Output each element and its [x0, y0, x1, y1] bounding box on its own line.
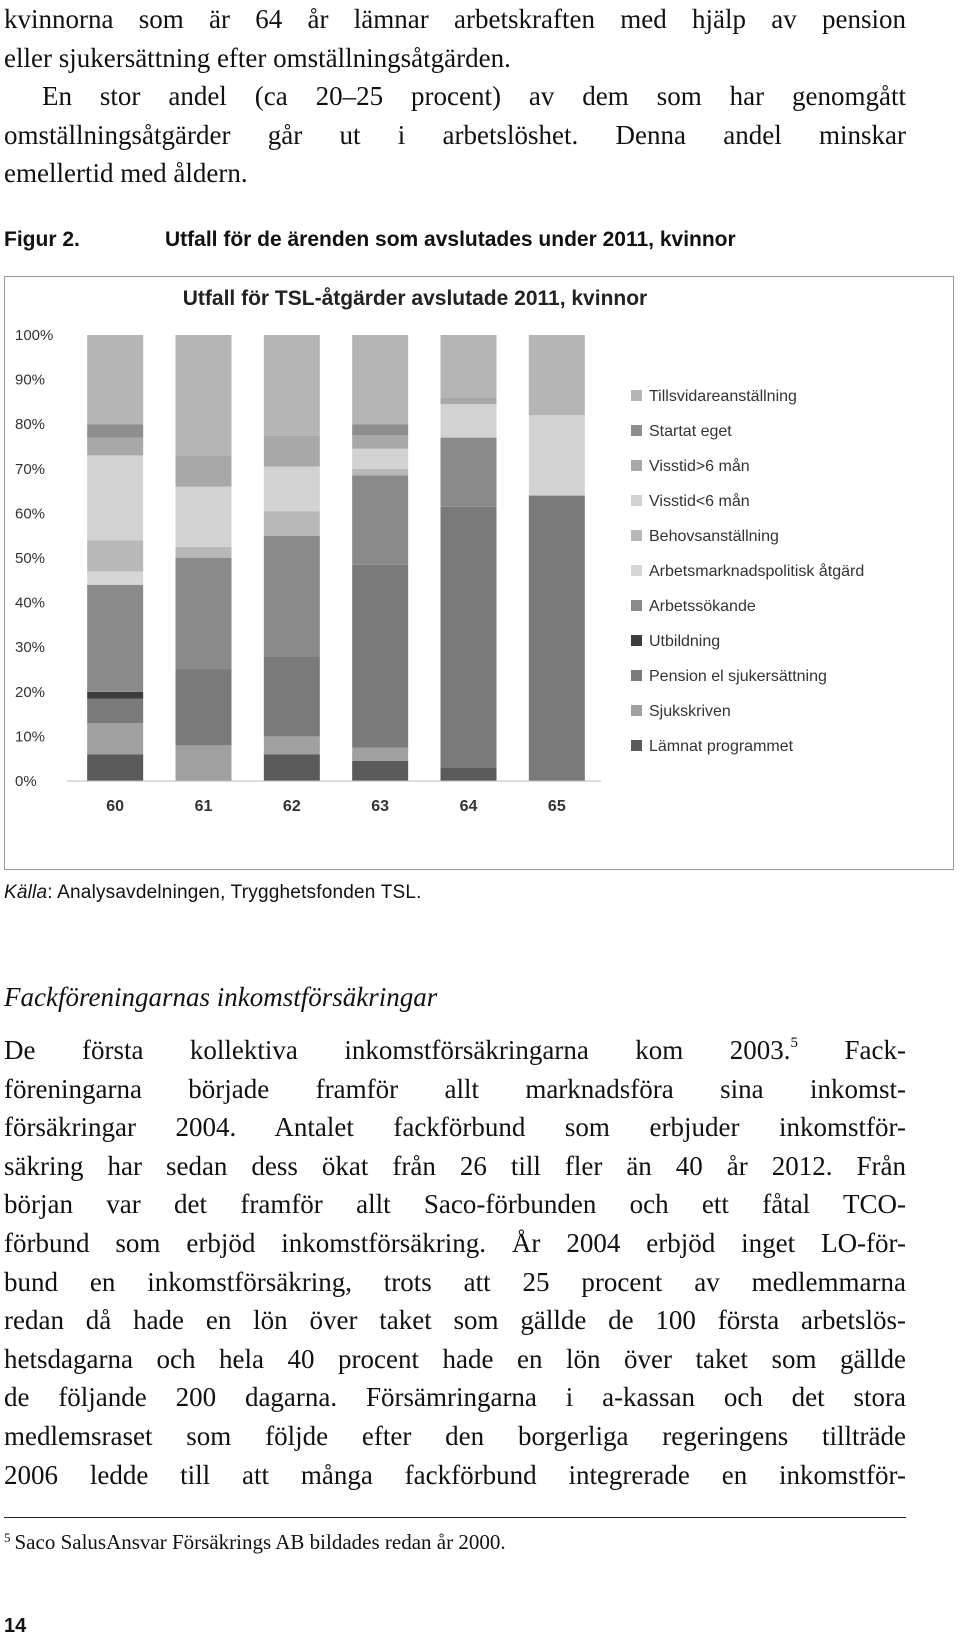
legend-swatch	[631, 600, 642, 611]
y-tick-label: 60%	[15, 505, 46, 523]
x-tick-label: 62	[282, 798, 301, 815]
bar-segment	[352, 748, 408, 761]
bar-segment	[87, 424, 143, 437]
bar-segment	[87, 698, 143, 723]
bar-segment	[264, 754, 320, 781]
body-line	[4, 1031, 906, 1070]
legend-label: Visstid<6 mån	[649, 493, 750, 510]
chart-frame	[4, 276, 954, 870]
y-tick-label: 90%	[15, 371, 46, 389]
legend-label: Startat eget	[649, 423, 732, 440]
body-line: hetsdagarna och hela 40 procent hade en lön över taket som gällde	[4, 1343, 906, 1374]
bar-segment	[87, 723, 143, 754]
y-tick-label: 50%	[15, 550, 46, 567]
bar-segment	[176, 558, 232, 670]
bar-segment	[176, 487, 232, 547]
body-line: medlemsraset som följde efter den borgerliga regeringens tillträde	[4, 1420, 906, 1451]
bar-segment	[87, 335, 143, 424]
body-line: förbund som erbjöd inkomstförsäkring. År 2004 erbjöd inget LO-för-	[4, 1227, 906, 1258]
x-tick-label: 60	[106, 798, 125, 815]
bar-segment	[264, 467, 320, 512]
intro-line: emellertid med åldern.	[4, 158, 248, 189]
x-tick-label: 61	[194, 798, 213, 815]
y-tick-label: 0%	[15, 773, 37, 790]
bar-segment	[441, 404, 497, 437]
legend-label: Utbildning	[649, 633, 721, 650]
legend-swatch	[631, 425, 642, 436]
bar-segment	[352, 335, 408, 424]
bar-segment	[441, 438, 497, 507]
bar-segment	[441, 397, 497, 404]
legend-label: Lämnat programmet	[649, 738, 794, 755]
bar-segment	[176, 547, 232, 558]
legend-swatch	[631, 530, 642, 541]
footnote-number: 5	[4, 1530, 11, 1545]
bar-segment	[264, 435, 320, 466]
y-tick-label: 70%	[15, 460, 46, 478]
bar-segment	[441, 507, 497, 768]
y-tick-label: 20%	[15, 683, 46, 701]
legend-swatch	[631, 705, 642, 716]
footnote-reference[interactable]: 5	[790, 1035, 799, 1051]
legend-swatch	[631, 635, 642, 646]
source-text: : Analysavdelningen, Trygghetsfonden TSL.	[47, 882, 422, 903]
bar-segment	[352, 435, 408, 448]
intro-line: omställningsåtgärder går ut i arbetslöshet. Denna andel minskar	[4, 119, 906, 150]
y-tick-label: 10%	[15, 728, 46, 746]
bar-segment	[87, 692, 143, 699]
x-tick-label: 64	[459, 798, 478, 815]
figure-caption: Utfall för de ärenden som avslutades under 2011, kvinnor	[165, 228, 736, 251]
source-prefix: Källa	[4, 882, 48, 903]
footnote-text: Saco SalusAnsvar Försäkrings AB bildades redan år 2000.	[14, 1530, 506, 1554]
body-line-start: De första kollektiva inkomstförsäkringarna kom 2003.	[4, 1035, 791, 1065]
body-line: 2006 ledde till att många fackförbund integrerade en inkomstför-	[4, 1459, 906, 1490]
intro-paragraph	[4, 0, 906, 193]
bar-segment	[176, 670, 232, 746]
bar-segment	[441, 335, 497, 397]
intro-line: En stor andel (ca 20–25 procent) av dem som har genomgått	[42, 81, 906, 112]
bar-segment	[264, 536, 320, 656]
bar-segment	[176, 745, 232, 781]
bar-segment	[529, 415, 585, 495]
x-tick-label: 63	[371, 798, 390, 815]
body-line: redan då hade en lön över taket som gällde de 100 första arbetslös-	[4, 1305, 906, 1336]
legend-swatch	[631, 460, 642, 471]
legend-label: Sjukskriven	[649, 703, 731, 720]
figure-label: Figur 2.	[4, 228, 80, 251]
section-heading: Fackföreningarnas inkomstförsäkringar	[4, 982, 438, 1012]
bar-segment	[264, 736, 320, 754]
body-line: säkring har sedan dess ökat från 26 till fler än 40 år 2012. Från	[4, 1150, 906, 1181]
bar-segment	[529, 496, 585, 781]
bar-segment	[352, 761, 408, 781]
bar-segment	[352, 424, 408, 435]
legend-swatch	[631, 565, 642, 576]
intro-line: kvinnorna som är 64 år lämnar arbetskraften med hjälp av pension	[4, 4, 906, 34]
legend-swatch	[631, 670, 642, 681]
bar-segment	[264, 335, 320, 435]
body-line: bund en inkomstförsäkring, trots att 25 procent av medlemmarna	[4, 1266, 906, 1297]
y-tick-label: 80%	[15, 416, 46, 434]
bar-segment	[352, 469, 408, 476]
body-paragraph	[4, 1031, 906, 1494]
bar-segment	[441, 768, 497, 781]
bar-segment	[87, 585, 143, 692]
body-line-end: Fack-	[844, 1035, 906, 1065]
legend-swatch	[631, 740, 642, 751]
legend-label: Visstid>6 mån	[649, 458, 750, 475]
bar-segment	[87, 438, 143, 456]
bar-segment	[87, 455, 143, 540]
bar-segment	[176, 335, 232, 455]
bar-segment	[529, 335, 585, 415]
figure-source	[4, 882, 422, 904]
y-tick-label: 40%	[15, 594, 46, 612]
y-tick-label: 100%	[15, 327, 54, 344]
y-tick-label: 30%	[15, 639, 46, 657]
intro-line: eller sjukersättning efter omställningsåtgärden.	[4, 42, 511, 73]
bar-segment	[87, 754, 143, 781]
bar-segment	[352, 449, 408, 469]
body-line: början var det framför allt Saco-förbunden och ett fåtal TCO-	[4, 1189, 906, 1220]
legend-label: Pension el sjukersättning	[649, 668, 827, 685]
legend-label: Arbetssökande	[649, 598, 756, 615]
legend-label: Behovsanställning	[649, 528, 779, 545]
stacked-bar-chart	[5, 277, 953, 869]
chart-title: Utfall för TSL-åtgärder avslutade 2011, kvinnor	[182, 287, 648, 310]
legend-swatch	[631, 495, 642, 506]
bar-segment	[264, 656, 320, 736]
footnote	[4, 1530, 506, 1555]
x-tick-label: 65	[547, 798, 566, 815]
body-line: de följande 200 dagarna. Försämringarna i a-kassan och det stora	[4, 1382, 906, 1413]
footnote-divider	[4, 1517, 906, 1518]
bar-segment	[352, 475, 408, 564]
bar-segment	[176, 455, 232, 486]
body-line: föreningarna började framför allt marknadsföra sina inkomst-	[4, 1073, 906, 1104]
legend-label: Arbetsmarknadspolitisk åtgärd	[649, 563, 865, 580]
legend-swatch	[631, 390, 642, 401]
legend-label: Tillsvidareanställning	[649, 388, 797, 405]
bar-segment	[352, 565, 408, 748]
bar-segment	[87, 540, 143, 571]
body-line: försäkringar 2004. Antalet fackförbund som erbjuder inkomstför-	[4, 1112, 906, 1143]
bar-segment	[264, 511, 320, 536]
page-number: 14	[4, 1615, 27, 1637]
bar-segment	[87, 571, 143, 584]
